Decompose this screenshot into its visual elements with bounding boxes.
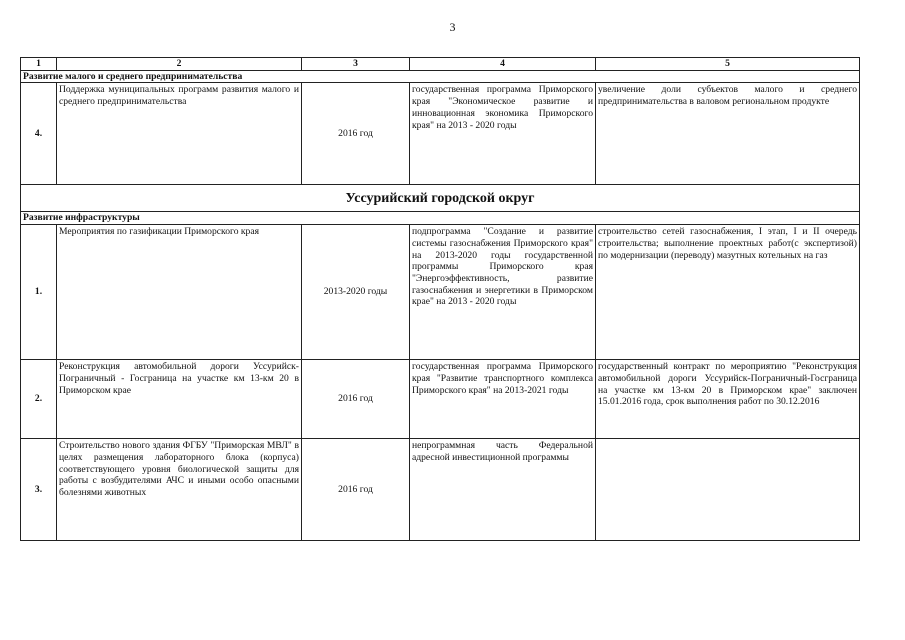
header-cell-5: 5 [596,58,860,71]
header-cell-4: 4 [410,58,596,71]
program-name: государственная программа Приморского края "Развитие транспортного комплекса Приморского края" на 2013-2021 годы [410,360,596,439]
program-name: подпрограмма "Создание и развитие системы газоснабжения Приморского края" на 2013-2020 годы государственной программы Приморского края "Энергоэффективность, развитие газоснабжения и энергетики в Приморском крае" на 2013 - 2020 годы [410,225,596,360]
program-name: государственная программа Приморского края "Экономическое развитие и инновационная экономика Приморского края" на 2013 - 2020 годы [410,83,596,185]
header-cell-2: 2 [57,58,302,71]
expected-result [596,439,860,541]
period: 2016 год [302,439,410,541]
activity-name: Реконструкция автомобильной дороги Уссурийск-Пограничный - Госграница на участке км 13-км 20 в Приморском крае [57,360,302,439]
activity-name: Поддержка муниципальных программ развития малого и среднего предпринимательства [57,83,302,185]
period: 2013-2020 годы [302,225,410,360]
period: 2016 год [302,83,410,185]
row-number: 2. [21,360,57,439]
section-heading: Развитие малого и среднего предпринимательства [21,70,860,83]
expected-result: строительство сетей газоснабжения, I этап, I и II очередь строительства; выполнение проектных работ(с экспертизой) по модернизации (переводу) мазутных котельных на газ [596,225,860,360]
row-number: 4. [21,83,57,185]
section-row-small-business [21,70,860,83]
table-row [21,360,860,439]
section-heading: Развитие инфраструктуры [21,212,860,225]
table-row [21,439,860,541]
header-cell-3: 3 [302,58,410,71]
expected-result: государственный контракт по мероприятию "Реконструкция автомобильной дороги Уссурийск-Пограничный-Госграница на участке км 13-км 20 в Приморском крае" заключен 15.01.2016 года, срок выполнения работ по 30.12.2016 [596,360,860,439]
page-number: 3 [449,20,456,34]
row-number: 3. [21,439,57,541]
header-cell-1: 1 [21,58,57,71]
activity-name: Строительство нового здания ФГБУ "Приморская МВЛ" в целях размещения лабораторного блока (корпуса) соответствующего уровня биологической защиты для работы с возбудителями АЧС и иными особо опасными болезнями животных [57,439,302,541]
district-row [21,185,860,212]
programs-table [20,57,860,541]
district-title: Уссурийский городской округ [21,185,860,212]
period: 2016 год [302,360,410,439]
expected-result: увеличение доли субъектов малого и среднего предпринимательства в валовом региональном продукте [596,83,860,185]
header-row [21,58,860,71]
table-row [21,83,860,185]
row-number: 1. [21,225,57,360]
table-row [21,225,860,360]
activity-name: Мероприятия по газификации Приморского края [57,225,302,360]
section-row-infrastructure [21,212,860,225]
program-name: непрограммная часть Федеральной адресной инвестиционной программы [410,439,596,541]
